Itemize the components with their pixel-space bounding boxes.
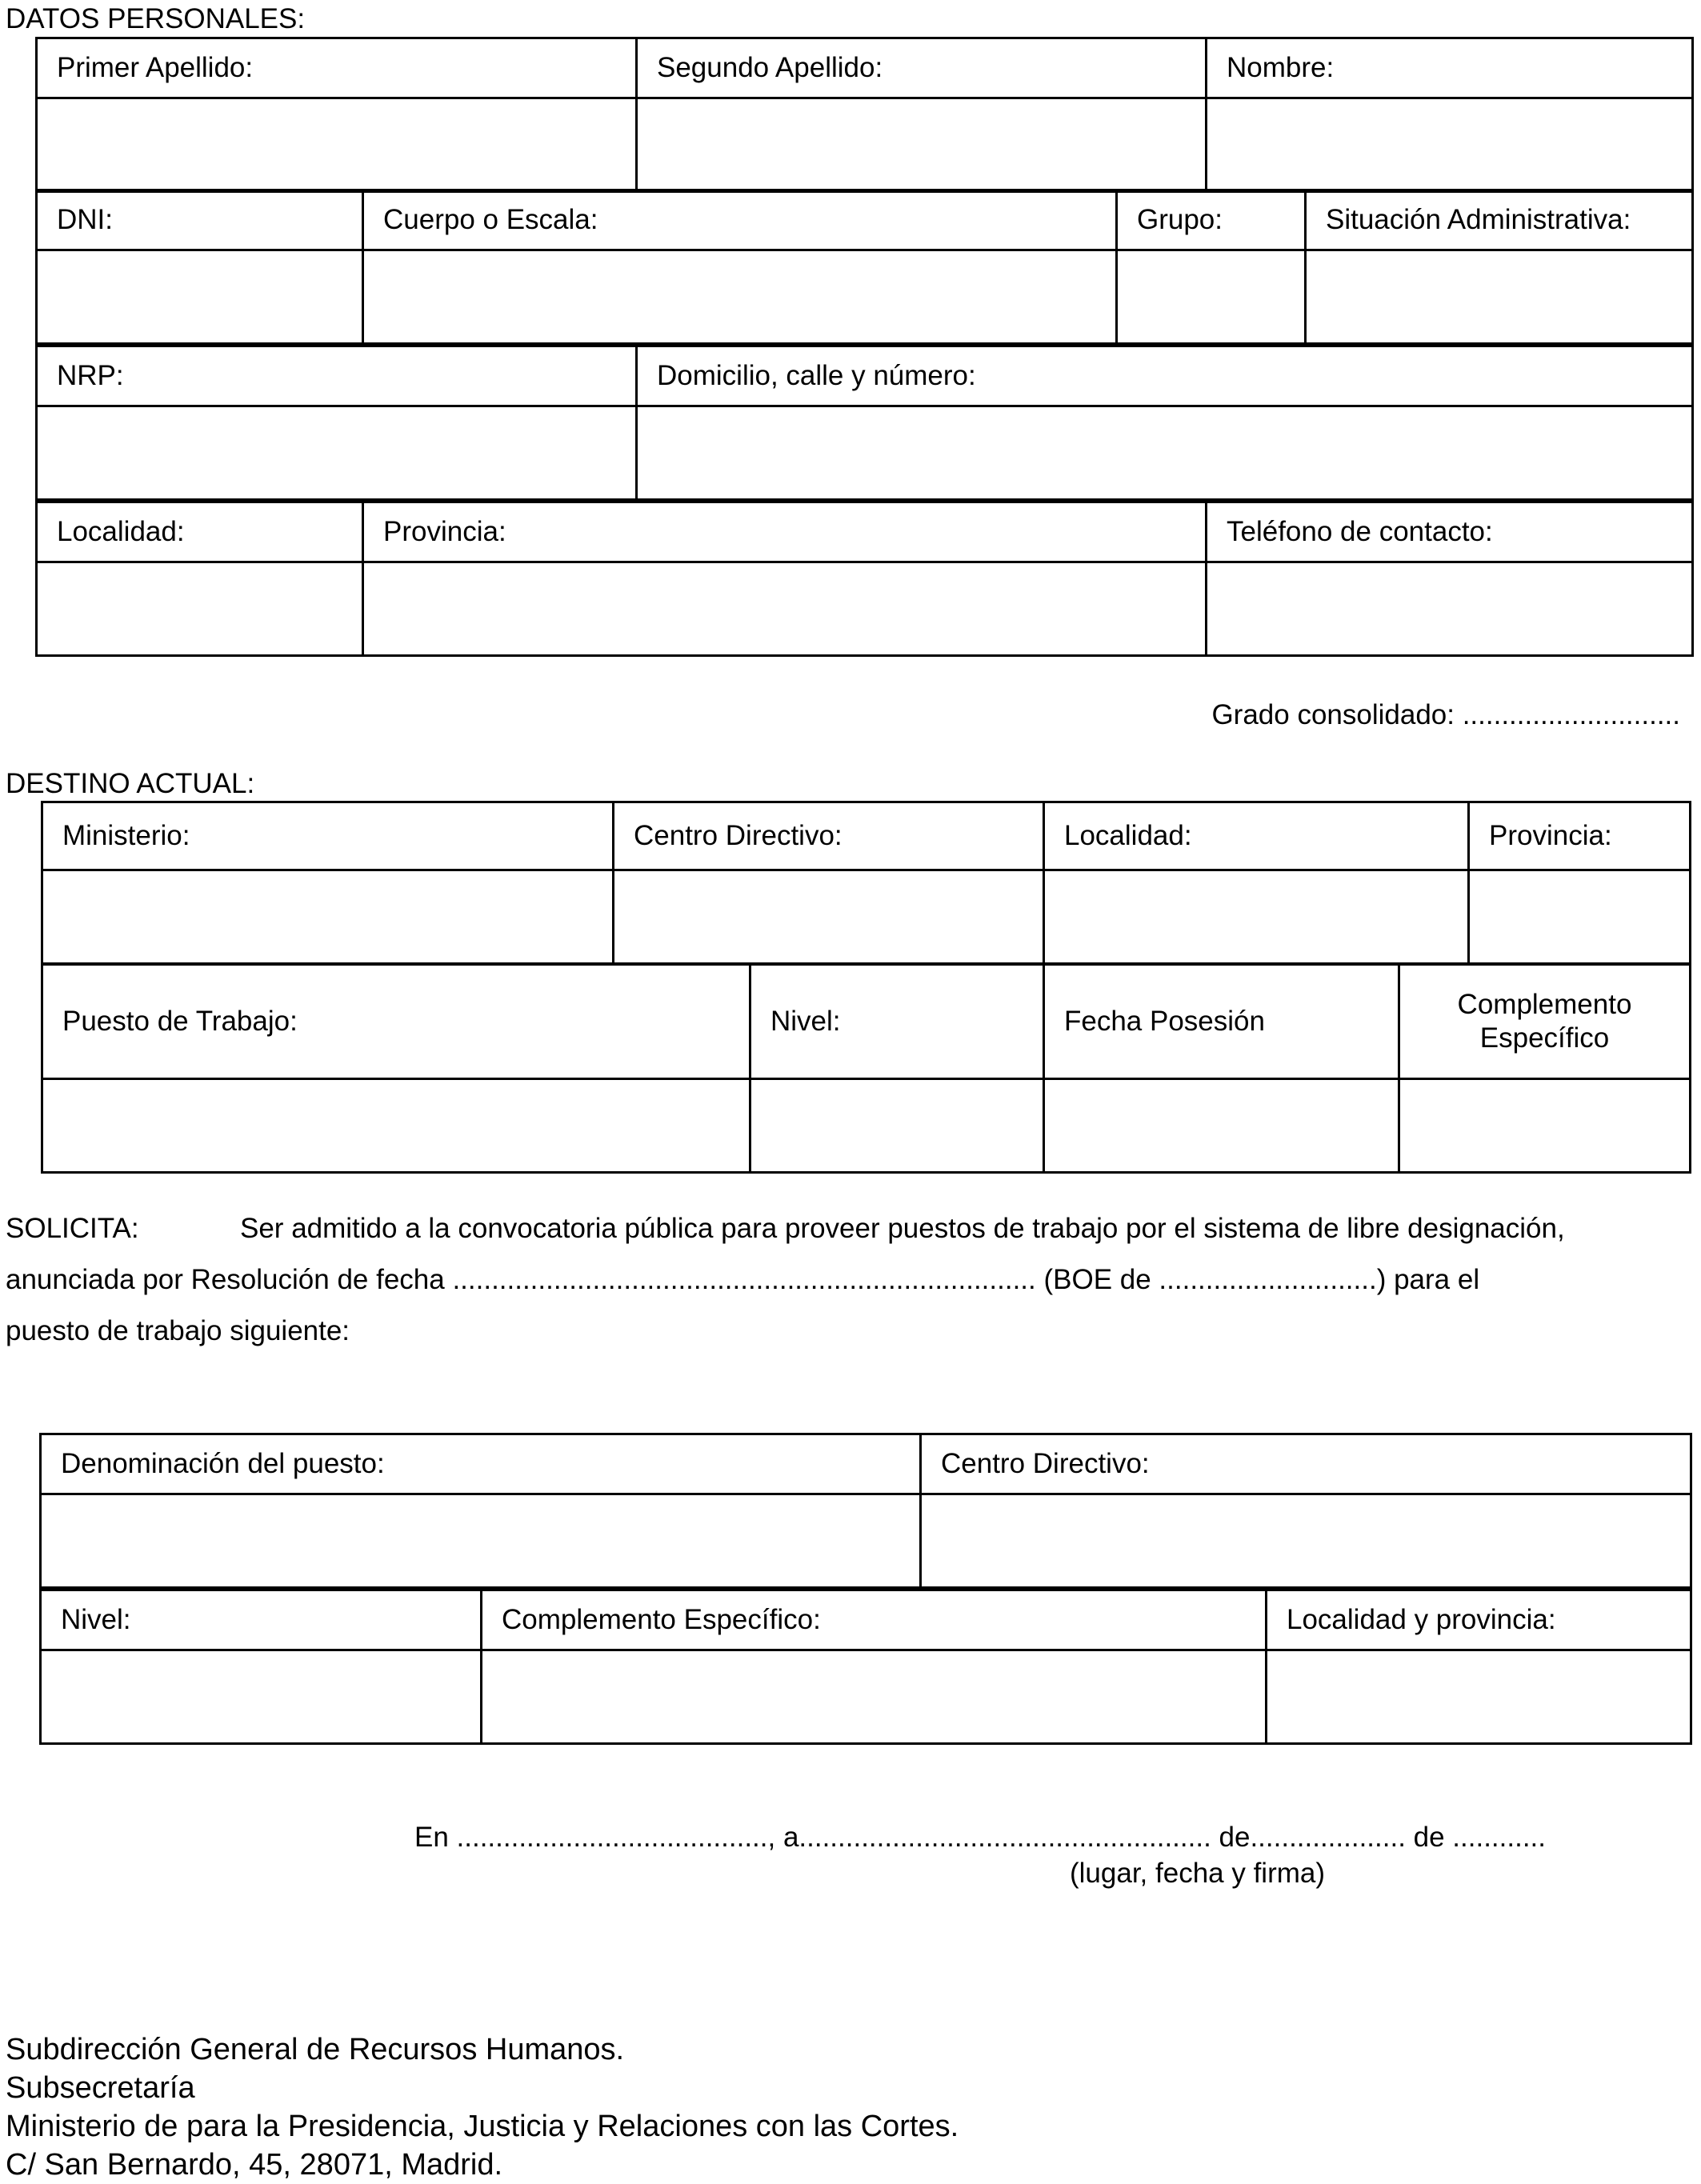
- complemento-especifico-line2: Específico: [1479, 1022, 1610, 1054]
- destinatario-line2: Subsecretaría: [6, 2071, 195, 2105]
- telefono-label: Teléfono de contacto:: [1207, 502, 1693, 562]
- ministerio-label: Ministerio:: [42, 802, 614, 870]
- provincia-field[interactable]: [363, 562, 1207, 656]
- grupo-field[interactable]: [1117, 250, 1306, 344]
- complemento-especifico-actual-label: [1399, 965, 1691, 1079]
- complemento-especifico-actual-field[interactable]: [1399, 1079, 1691, 1173]
- nivel-solicitado-label: Nivel:: [41, 1590, 482, 1650]
- fecha-posesion-label: Fecha Posesión: [1044, 965, 1399, 1079]
- situacion-administrativa-field[interactable]: [1306, 250, 1693, 344]
- centro-directivo-field[interactable]: [614, 870, 1044, 964]
- destino-actual-table-2: [41, 963, 1691, 1174]
- provincia-actual-field[interactable]: [1469, 870, 1691, 964]
- solicita-label: SOLICITA:: [6, 1213, 139, 1244]
- localidad-actual-label: Localidad:: [1044, 802, 1469, 870]
- primer-apellido-label: Primer Apellido:: [37, 38, 637, 98]
- localidad-field[interactable]: [37, 562, 363, 656]
- puesto-solicitado-table-2: [39, 1589, 1692, 1745]
- centro-directivo-solicitado-label: Centro Directivo:: [921, 1434, 1691, 1494]
- dni-field[interactable]: [37, 250, 363, 344]
- nrp-field[interactable]: [37, 406, 637, 500]
- localidad-label: Localidad:: [37, 502, 363, 562]
- situacion-administrativa-label: Situación Administrativa:: [1306, 190, 1693, 250]
- complemento-especifico-solicitado-field[interactable]: [482, 1650, 1267, 1744]
- destino-actual-title: DESTINO ACTUAL:: [6, 768, 255, 799]
- centro-directivo-label: Centro Directivo:: [614, 802, 1044, 870]
- centro-directivo-solicitado-field[interactable]: [921, 1494, 1691, 1588]
- localidad-provincia-label: Localidad y provincia:: [1267, 1590, 1691, 1650]
- cuerpo-escala-field[interactable]: [363, 250, 1117, 344]
- nivel-solicitado-field[interactable]: [41, 1650, 482, 1744]
- destinatario-line1: Subdirección General de Recursos Humanos.: [6, 2033, 625, 2066]
- destinatario-line3: Ministerio de para la Presidencia, Justicia y Relaciones con las Cortes.: [6, 2110, 959, 2143]
- ministerio-field[interactable]: [42, 870, 614, 964]
- cuerpo-escala-label: Cuerpo o Escala:: [363, 190, 1117, 250]
- grupo-label: Grupo:: [1117, 190, 1306, 250]
- datos-personales-title: DATOS PERSONALES:: [6, 3, 306, 34]
- provincia-actual-label: Provincia:: [1469, 802, 1691, 870]
- dni-label: DNI:: [37, 190, 363, 250]
- denominacion-puesto-field[interactable]: [41, 1494, 921, 1588]
- datos-personales-table-2: [35, 189, 1694, 345]
- puesto-trabajo-field[interactable]: [42, 1079, 750, 1173]
- segundo-apellido-label: Segundo Apellido:: [637, 38, 1207, 98]
- nivel-actual-label: Nivel:: [750, 965, 1044, 1079]
- destino-actual-table-1: [41, 801, 1691, 965]
- firma-caption: (lugar, fecha y firma): [1070, 1858, 1325, 1889]
- denominacion-puesto-label: Denominación del puesto:: [41, 1434, 921, 1494]
- destinatario-line4: C/ San Bernardo, 45, 28071, Madrid.: [6, 2148, 503, 2182]
- nombre-field[interactable]: [1207, 98, 1693, 192]
- fecha-posesion-field[interactable]: [1044, 1079, 1399, 1173]
- primer-apellido-field[interactable]: [37, 98, 637, 192]
- complemento-especifico-solicitado-label: Complemento Específico:: [482, 1590, 1267, 1650]
- grado-consolidado: Grado consolidado: ............................: [1211, 699, 1680, 730]
- solicita-line2: anunciada por Resolución de fecha ........................................................................... (BOE de ............................) para el: [6, 1264, 1480, 1295]
- complemento-especifico-line1: Complemento: [1457, 989, 1632, 1020]
- datos-personales-table-4: [35, 501, 1694, 657]
- puesto-trabajo-label: Puesto de Trabajo:: [42, 965, 750, 1079]
- solicita-line3: puesto de trabajo siguiente:: [6, 1315, 350, 1346]
- segundo-apellido-field[interactable]: [637, 98, 1207, 192]
- domicilio-label: Domicilio, calle y número:: [637, 346, 1693, 406]
- nivel-actual-field[interactable]: [750, 1079, 1044, 1173]
- provincia-label: Provincia:: [363, 502, 1207, 562]
- telefono-field[interactable]: [1207, 562, 1693, 656]
- domicilio-field[interactable]: [637, 406, 1693, 500]
- datos-personales-table-3: [35, 345, 1694, 501]
- nrp-label: NRP:: [37, 346, 637, 406]
- datos-personales-table-1: [35, 37, 1694, 193]
- localidad-actual-field[interactable]: [1044, 870, 1469, 964]
- localidad-provincia-field[interactable]: [1267, 1650, 1691, 1744]
- puesto-solicitado-table-1: [39, 1433, 1692, 1589]
- solicita-line1: Ser admitido a la convocatoria pública para proveer puestos de trabajo por el sistema de libre designación,: [240, 1213, 1565, 1244]
- firma-line: En ........................................, a..................................................... de.................... de ............: [414, 1822, 1546, 1853]
- nombre-label: Nombre:: [1207, 38, 1693, 98]
